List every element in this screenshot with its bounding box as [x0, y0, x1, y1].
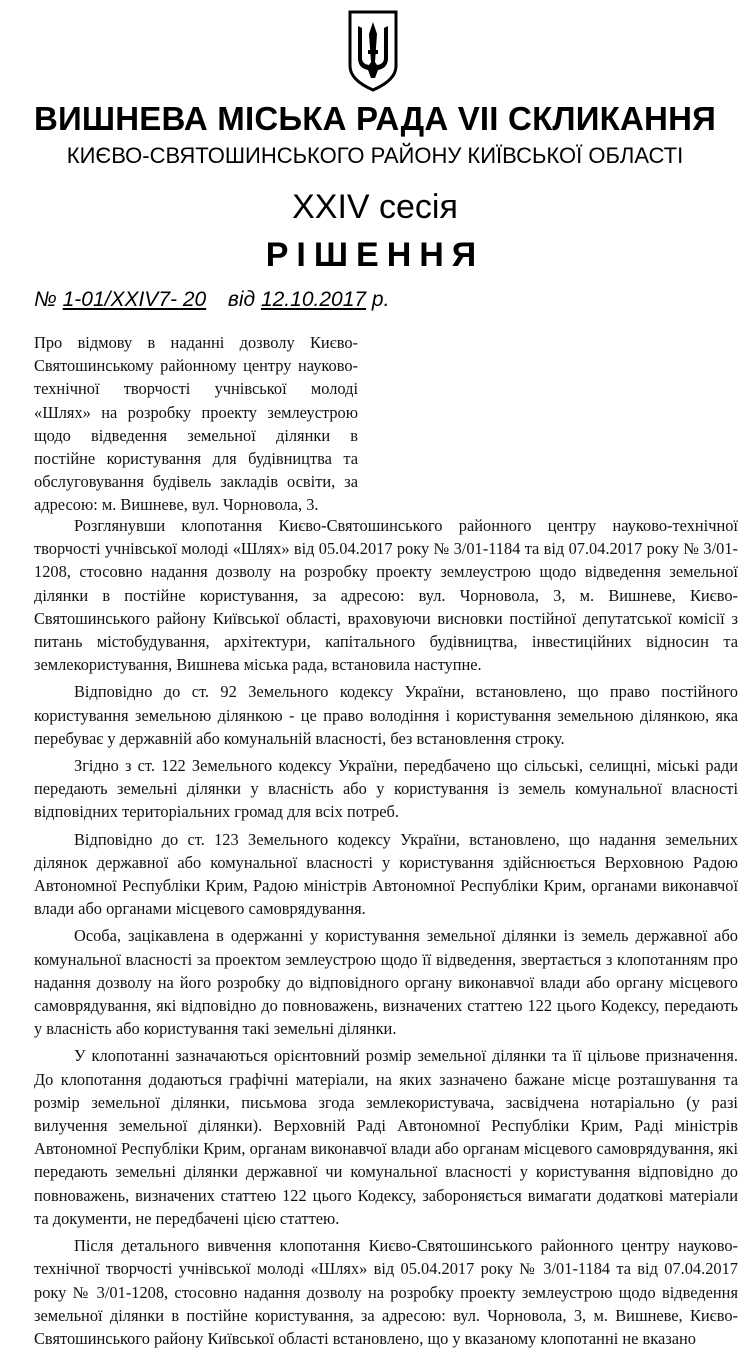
council-title: ВИШНЕВА МІСЬКА РАДА VII СКЛИКАННЯ — [33, 100, 717, 137]
decision-subject: Про відмову в наданні дозволу Києво-Святошинському районному центру науково-технічної творчості учнівської молоді «Шлях» на розробку проекту землеустрою щодо відведення земельної ділянки в постійне користування для будівництва та обслуговування будівель закладів освіти, за адресою: м. Вишневе, вул. Чорновола, 3. — [34, 333, 358, 515]
decision-heading: РІШЕННЯ — [265, 236, 485, 274]
paragraph-1: Розглянувши клопотання Києво-Святошинського районного центру науково-технічної творчості учнівської молоді «Шлях» від 05.04.2017 року № 3/01-1184 та від 07.04.2017 року № 3/01-1208, стосовно надання дозволу на розробку проекту землеустрою щодо відведення земельної ділянки в постійне користування, за адресою: вул. Чорновола, 3, м. Вишневе, Києво-Святошинського району Київської області, враховуючи висновки постійної депутатської комісії з питань містобудування, архітектури, капітального будівництва, інвестиційних відносин та землекористування, Вишнева міська рада, встановила наступне. — [34, 516, 738, 675]
paragraph-5: Особа, зацікавлена в одержанні у користування земельної ділянки із земель державної або комунальної власності за проектом землеустрою щодо її відведення, звертається з клопотанням про надання дозволу на його розробку до відповідного органу виконавчої влади або органу місцевого самоврядування, які відповідно до повноважень, визначених статтею 122 цього Кодексу, передають у власність або користування такі земельні ділянки. — [34, 926, 738, 1039]
paragraph-6: У клопотанні зазначаються орієнтовний розмір земельної ділянки та її цільове призначення. До клопотання додаються графічні матеріали, на яких зазначено бажане місце розташування та розмір земельної ділянки, письмова згода землекористувача, засвідчена нотаріально (у разі вилучення земельної ділянки). Верховній Раді Автономної Республіки Крим, Раді міністрів Автономної Республіки Крим, органам виконавчої влади або органам місцевого самоврядування, які передають земельні ділянки державної чи комунальної власності у користування відповідно до повноважень, визначених статтею 122 цього Кодексу, забороняється вимагати додаткові матеріали та документи, не передбачені цією статтею. — [34, 1046, 738, 1228]
paragraph-7: Після детального вивчення клопотання Києво-Святошинського районного центру науково-технічної творчості учнівської молоді «Шлях» від 05.04.2017 року № 3/01-1184 та від 07.04.2017 року № 3/01-1208, стосовно надання дозволу на розробку проекту землеустрою щодо відведення земельної ділянки в постійне користування, за адресою: вул. Чорновола, 3, м. Вишневе, Києво-Святошинського району Київської області встановлено, що у вказаному клопотанні не вказано — [34, 1236, 738, 1348]
session-label: XXIV сесія — [292, 188, 458, 226]
decision-number: 1-01/XXIV7- 20 — [62, 288, 207, 311]
paragraph-2: Відповідно до ст. 92 Земельного кодексу України, встановлено, що право постійного користування земельною ділянкою - це право володіння і користування земельною ділянкою, яка перебуває у державній або комунальній власності, без встановлення строку. — [34, 682, 738, 748]
date-label: від — [227, 288, 256, 311]
decision-date: 12.10.2017 — [260, 288, 367, 311]
decision-number-line — [34, 288, 389, 312]
paragraph-3: Згідно з ст. 122 Земельного кодексу України, передбачено що сільські, селищні, міські ради передають земельні ділянки у власність або у користування із земель комунальної власності відповідних територіальних громад для всіх потреб. — [34, 756, 738, 822]
paragraph-4: Відповідно до ст. 123 Земельного кодексу України, встановлено, що надання земельних ділянок державної або комунальної власності у користування здійснюється Верховною Радою Автономної Республіки Крим, Радою міністрів Автономної Республіки Крим, органами виконавчої влади або органами місцевого самоврядування. — [34, 829, 738, 919]
district-title: КИЄВО-СВЯТОШИНСЬКОГО РАЙОНУ КИЇВСЬКОЇ ОБЛАСТІ — [66, 143, 684, 168]
decision-body — [34, 514, 738, 1354]
trident-emblem-icon — [344, 8, 402, 92]
number-label: № — [34, 288, 57, 311]
year-suffix: р. — [371, 288, 390, 311]
